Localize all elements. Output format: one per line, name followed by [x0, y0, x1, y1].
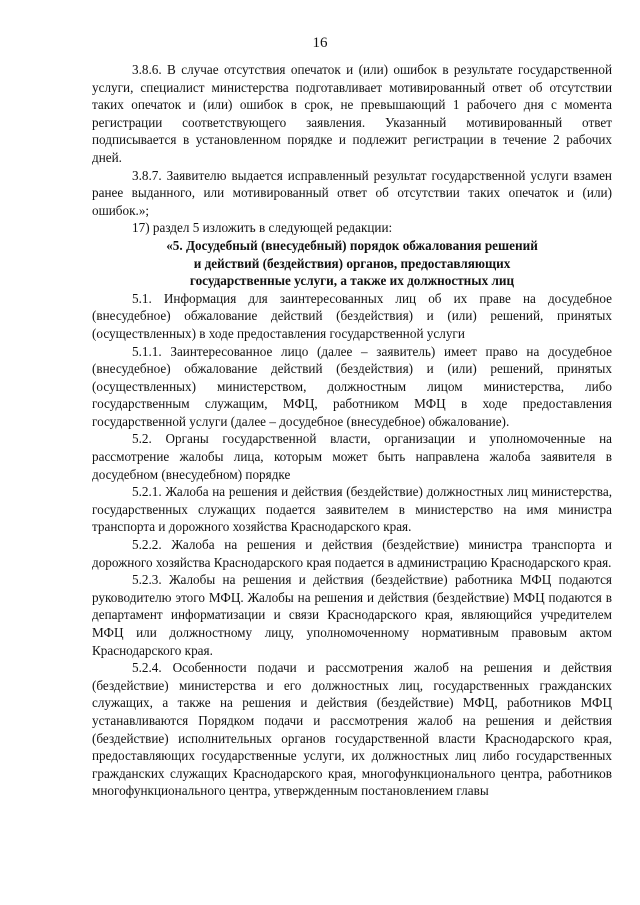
section-heading-line-1: «5. Досудебный (внесудебный) порядок обжалования решений: [166, 237, 538, 253]
paragraph-5-2-1: 5.2.1. Жалоба на решения и действия (бездействие) должностных лиц министерства, государственных служащих подается заявителем в министерство на имя министра транспорта и дорожного хозяйства Краснодарского края.: [92, 484, 612, 535]
document-body: [92, 61, 612, 800]
paragraph-5-2-4: 5.2.4. Особенности подачи и рассмотрения жалоб на решения и действия (бездействие) министерства и его должностных лиц, государственных гражданских служащих, а также на решения и действия (бездействие) МФЦ, работников МФЦ устанавливаются Порядком подачи и рассмотрения жалоб на решения и действия (бездействие) исполнительных органов государственной власти Краснодарского края, предоставляющих государственные услуги, их должностных лиц либо государственных гражданских служащих Краснодарского края, многофункционального центра, работников многофункционального центра, утвержденным постановлением главы: [92, 660, 612, 799]
page-number: 16: [312, 35, 328, 51]
paragraph-3-8-7: 3.8.7. Заявителю выдается исправленный результат государственной услуги взамен ранее выданного, или мотивированный ответ об отсутствии таких опечаток и (или) ошибок.»;: [92, 167, 612, 218]
paragraph-3-8-6: 3.8.6. В случае отсутствия опечаток и (или) ошибок в результате государственной услуги, специалист министерства подготавливает мотивированный ответ об отсутствии таких опечаток и (или) ошибок в срок, не превышающий 1 рабочего дня с момента регистрации соответствующего заявления. Указанный мотивированный ответ подписывается в установленном порядке и подлежит регистрации в течение 2 рабочих дней.: [92, 62, 612, 165]
section-heading-line-3: государственные услуги, а также их должностных лиц: [189, 273, 515, 289]
paragraph-5-1-1: 5.1.1. Заинтересованное лицо (далее – заявитель) имеет право на досудебное (внесудебное) обжалование действий (бездействия) и (или) решений, принятых (осуществленных) министерством, должностным лицом министерства, либо государственным служащим, МФЦ, работником МФЦ в ходе предоставления государственной услуги (далее – досудебное (внесудебное) обжалование).: [92, 343, 612, 429]
paragraph-amendment-17: 17) раздел 5 изложить в следующей редакции:: [132, 220, 393, 236]
paragraph-5-2: 5.2. Органы государственной власти, организации и уполномоченные на рассмотрение жалобы лица, которым может быть направлена жалоба заявителя в досудебном (внесудебном) порядке: [92, 431, 612, 482]
section-5-heading: [92, 237, 612, 290]
section-heading-line-2: и действий (бездействия) органов, предоставляющих: [193, 255, 511, 271]
paragraph-5-2-2: 5.2.2. Жалоба на решения и действия (бездействие) министра транспорта и дорожного хозяйства Краснодарского края подается в администрацию Краснодарского края.: [92, 537, 612, 570]
paragraph-5-1: 5.1. Информация для заинтересованных лиц об их праве на досудебное (внесудебное) обжалование действий (бездействия) и (или) решений, принятых (осуществленных) в ходе предоставления государственной услуги: [92, 290, 612, 341]
paragraph-5-2-3: 5.2.3. Жалобы на решения и действия (бездействие) работника МФЦ подаются руководителю этого МФЦ. Жалобы на решения и действия (бездействие) МФЦ подаются в департамент информатизации и связи Краснодарского края, являющийся учредителем МФЦ или должностному лицу, уполномоченному нормативным правовым актом Краснодарского края.: [92, 572, 612, 658]
